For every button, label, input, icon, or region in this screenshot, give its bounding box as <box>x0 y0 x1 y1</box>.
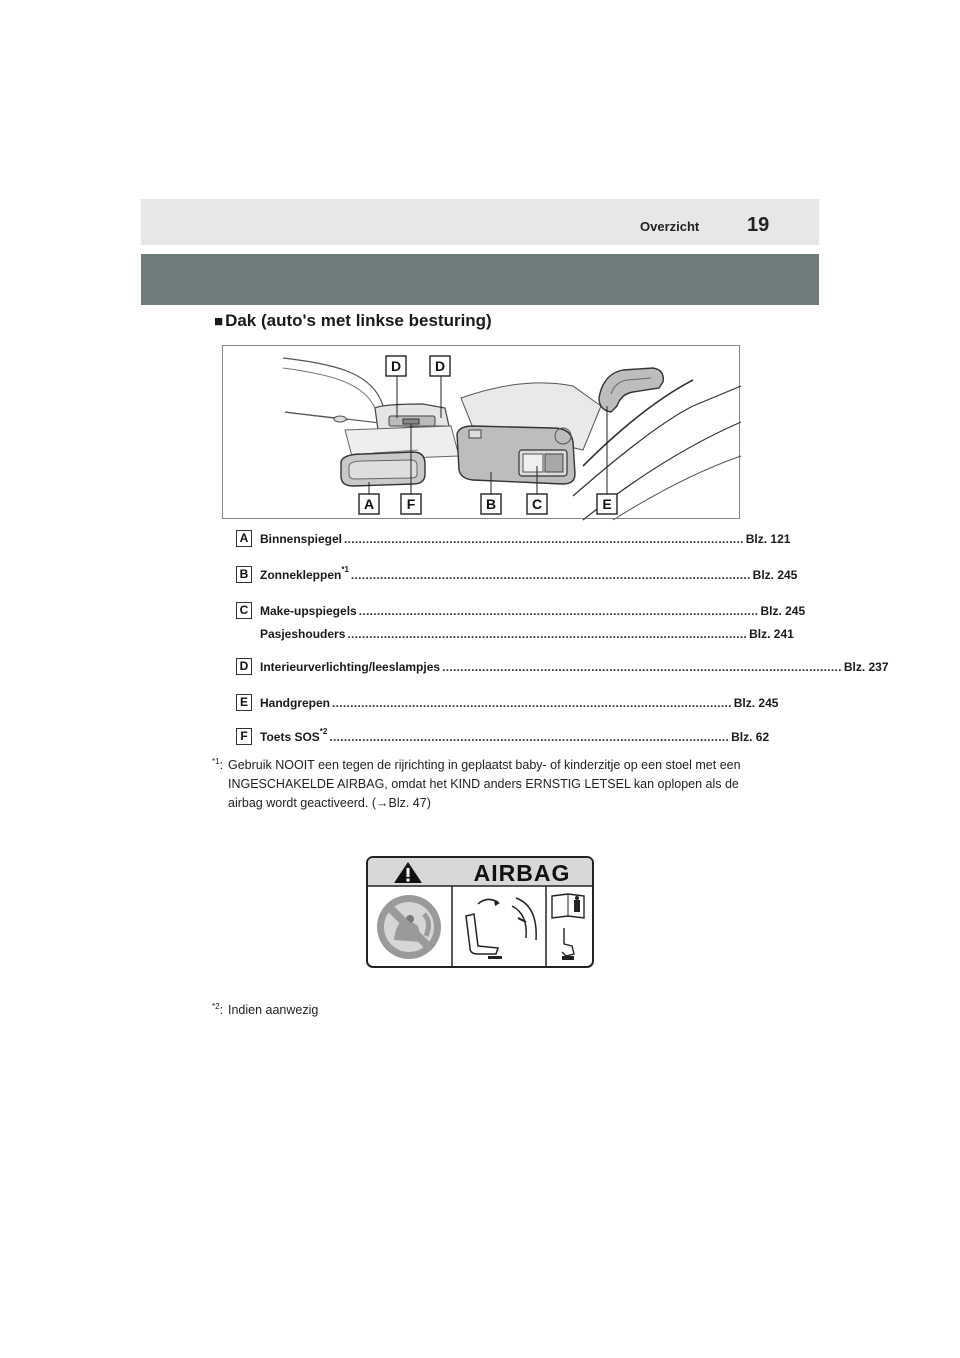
section-name: Overzicht <box>640 219 700 234</box>
footnote-separator: : <box>219 758 224 772</box>
leader-dots: .............................................................................................................. <box>332 696 732 710</box>
section-heading-title: Dak (auto's met linkse besturing) <box>225 311 492 330</box>
item-label: Pasjeshouders <box>260 627 346 641</box>
page-reference: Blz. 241 <box>749 627 794 641</box>
item-label: Binnenspiegel <box>260 532 343 546</box>
footnote-1 <box>212 756 758 813</box>
leader-dots: .............................................................................................................. <box>358 604 759 618</box>
item-label: Toets SOS <box>260 730 320 744</box>
list-item <box>236 727 770 748</box>
callout-c: C <box>531 496 543 512</box>
leader-dots: .............................................................................................................. <box>442 660 842 674</box>
leader-dots: .............................................................................................................. <box>350 568 751 582</box>
footnote-text: Gebruik NOOIT een tegen de rijrichting in geplaatst baby- of kinderzitje op een stoel met een INGESCHAKELDE AIRBAG, omdat het KIND anders ERNSTIG LETSEL kan oplopen als de airbag wordt geactiveerd. (→Blz. 47) <box>228 758 741 810</box>
item-badge: F <box>236 728 252 745</box>
airbag-label-drawing <box>366 856 594 968</box>
square-bullet-icon: ■ <box>214 313 224 330</box>
page-reference: Blz. 245 <box>752 568 798 582</box>
section-heading <box>214 311 492 331</box>
item-badge: E <box>236 694 252 711</box>
page-header-band <box>141 199 819 245</box>
callout-a: A <box>363 496 375 512</box>
page-reference: Blz. 237 <box>843 660 889 674</box>
footnote-separator: : <box>219 1003 224 1017</box>
list-item <box>236 694 779 714</box>
page-reference: Blz. 245 <box>760 604 806 618</box>
chapter-band <box>141 254 819 305</box>
footnote-mark: *2 <box>212 1002 220 1011</box>
airbag-warning-label <box>366 856 594 968</box>
leader-dots: .............................................................................................................. <box>344 532 744 546</box>
page-number: 19 <box>747 214 770 236</box>
callout-d-1: D <box>390 358 402 374</box>
callout-d-2: D <box>434 358 446 374</box>
callout-e: E <box>602 496 612 512</box>
page-reference: Blz. 121 <box>745 532 791 546</box>
item-label: Zonnekleppen <box>260 568 342 582</box>
item-label: Make-upspiegels <box>260 604 357 618</box>
leader-dots: .............................................................................................................. <box>329 730 730 744</box>
leader-dots: .............................................................................................................. <box>347 627 748 641</box>
no-child-seat-icon <box>377 895 441 959</box>
item-label: Interieurverlichting/leeslampjes <box>260 660 441 674</box>
roof-illustration <box>222 345 740 519</box>
footnote-2 <box>212 1001 758 1020</box>
page-reference: Blz. 245 <box>733 696 779 710</box>
item-badge: C <box>236 602 252 619</box>
item-badge: A <box>236 530 252 547</box>
footnote-ref: *2 <box>319 727 328 736</box>
footnote-mark: *1 <box>212 757 220 766</box>
airbag-title: AIRBAG <box>473 860 571 886</box>
roof-drawing <box>223 346 741 520</box>
list-item <box>236 658 889 678</box>
page-reference: Blz. 62 <box>731 730 770 744</box>
callout-f: F <box>406 496 416 512</box>
list-item <box>236 602 806 622</box>
list-item <box>236 625 794 645</box>
callout-b: B <box>485 496 497 512</box>
footnote-text: Indien aanwezig <box>228 1003 319 1017</box>
item-badge: B <box>236 566 252 583</box>
footnote-ref: *1 <box>341 565 349 574</box>
item-badge: D <box>236 658 252 675</box>
list-item <box>236 530 791 550</box>
list-item <box>236 565 798 586</box>
item-label: Handgrepen <box>260 696 331 710</box>
